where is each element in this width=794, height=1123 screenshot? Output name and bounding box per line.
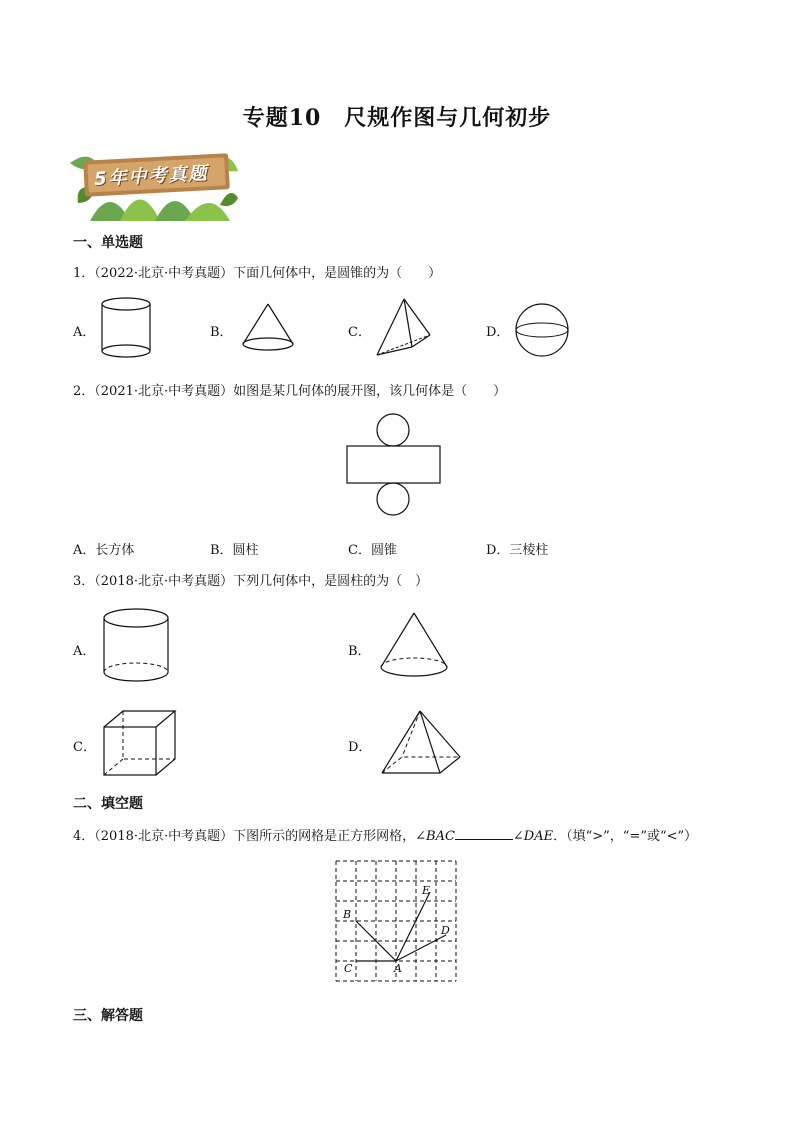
badge-label: 5年中考真题 — [93, 163, 210, 190]
cylinder-net-icon — [346, 412, 446, 520]
q2-option-d[interactable]: D．三棱柱 — [486, 543, 549, 558]
q2-option-b[interactable]: B．圆柱 — [210, 543, 259, 558]
question-1-text: 1．（2022·北京·中考真题）下面几何体中，是圆锥的为（ ） — [73, 266, 442, 281]
cube-icon — [103, 709, 177, 777]
q3-option-b[interactable]: B． — [348, 644, 371, 659]
square-grid-figure — [336, 861, 460, 985]
angle-bac: ∠BAC — [415, 829, 455, 844]
page-title: 专题10 尺规作图与几何初步 — [242, 105, 552, 131]
q4-suffix: ．（填“>”，“=”或“<”） — [553, 829, 698, 844]
section-fill-blank: 二、填空题 — [73, 796, 143, 812]
q1-option-a[interactable]: A． — [73, 325, 96, 340]
q2-option-c[interactable]: C．圆锥 — [348, 543, 397, 558]
angle-dae: ∠DAE — [512, 829, 554, 844]
q2-option-a[interactable]: A．长方体 — [73, 543, 135, 558]
sphere-icon — [514, 302, 574, 358]
section-single-choice: 一、单选题 — [73, 235, 143, 251]
q3-option-c[interactable]: C． — [73, 740, 96, 755]
q1-option-d[interactable]: D． — [486, 325, 510, 340]
question-3-text: 3．（2018·北京·中考真题）下列几何体中，是圆柱的为（ ） — [73, 574, 429, 589]
grid-label-c: C — [344, 962, 353, 975]
cone-icon — [240, 302, 296, 354]
pyramid-icon — [374, 297, 434, 361]
section-solution: 三、解答题 — [73, 1008, 143, 1024]
q1-option-c[interactable]: C． — [348, 325, 371, 340]
question-4-text — [73, 825, 697, 844]
cylinder-dashed-icon — [103, 606, 173, 686]
q1-option-b[interactable]: B． — [210, 325, 233, 340]
answer-blank[interactable] — [455, 827, 513, 840]
grid-label-a: A — [394, 962, 402, 975]
question-2-text: 2．（2021·北京·中考真题）如图是某几何体的展开图，该几何体是（ ） — [73, 384, 507, 399]
exam-badge — [70, 143, 240, 223]
q3-option-a[interactable]: A． — [73, 644, 96, 659]
q3-option-d[interactable]: D． — [348, 740, 372, 755]
cylinder-icon — [100, 296, 154, 360]
q4-prefix: 4．（2018·北京·中考真题）下图所示的网格是正方形网格， — [73, 829, 416, 844]
grid-label-b: B — [343, 908, 352, 921]
cone-dashed-icon — [378, 611, 450, 683]
grid-label-d: D — [441, 924, 450, 937]
square-pyramid-icon — [380, 709, 464, 777]
grid-label-e: E — [422, 884, 431, 897]
